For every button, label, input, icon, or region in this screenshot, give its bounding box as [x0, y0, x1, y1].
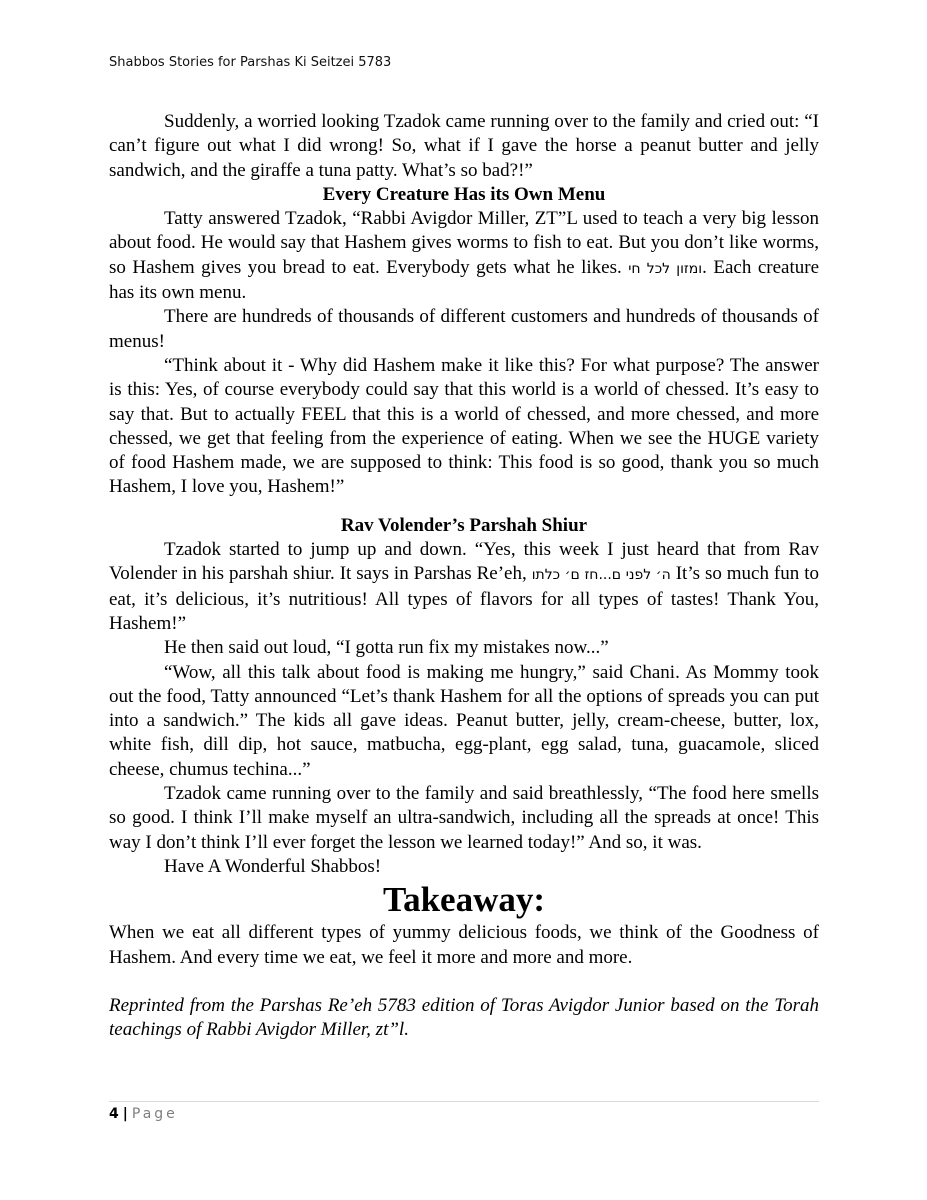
paragraph-text: Tatty answered Tzadok, “Rabbi Avigdor Miller, ZT”L used to teach a very big lesson about food. He would say that Hashem gives worms to fish to eat. But you don’t like worms, so Hashem gives you bread to eat. Everybody gets what he likes.: [109, 208, 819, 278]
takeaway-text: When we eat all different types of yummy delicious foods, we think of the Goodness of Hashem. And every time we eat, we feel it more and more and more.: [109, 922, 819, 968]
spacer: [109, 500, 819, 514]
paragraph-think-about-it: “Think about it - Why did Hashem make it like this? For what purpose? The answer is this: Yes, of course everybody could say that this world is a world of chessed. It’s easy to say that. But to actually FEEL that this is a world of chessed, and more chessed, and more chessed, we get that feeling from the experience of eating. When we see the HUGE variety of food Hashem made, we are supposed to think: This food is so good, thank you so much Hashem, I love you, Hashem!”: [109, 354, 819, 498]
paragraph-ultra-sandwich: Tzadok came running over to the family and said breathlessly, “The food here smells so good. I think I’ll make myself an ultra-sandwich, including all the spreads at once! This way I don’t think I’ll ever forget the lesson we learned today!” And so, it was.: [109, 783, 819, 853]
page-number: 4: [109, 1106, 119, 1122]
document-body: [109, 110, 819, 1042]
reprint-note: Reprinted from the Parshas Re’eh 5783 edition of Toras Avigdor Junior based on the Torah teachings of Rabbi Avigdor Miller, zt”l.: [109, 994, 819, 1041]
section-heading-menu: Every Creature Has its Own Menu: [322, 183, 606, 205]
page-footer: [109, 1106, 178, 1122]
section-heading-shiur: Rav Volender’s Parshah Shiur: [340, 514, 588, 536]
hebrew-quote: ה׳ לפני ם...חז ם׳ כלתו: [531, 567, 671, 584]
spacer: [109, 970, 819, 994]
paragraph-tzadok-jump: [109, 538, 819, 636]
paragraph-suddenly: Suddenly, a worried looking Tzadok came running over to the family and cried out: “I can’t figure out what I did wrong! So, what if I gave the horse a peanut butter and jelly sandwich, and the giraffe a tuna patty. What’s so bad?!”: [109, 111, 819, 181]
hebrew-quote: ומזון לכל חי: [628, 260, 703, 277]
paragraph-text: Tzadok started to jump up and down. “Yes, this week I just heard that from Rav Volender in his parshah shiur. It says in Parshas Re’eh,: [109, 539, 819, 585]
paragraph-closing: Have A Wonderful Shabbos!: [164, 855, 382, 877]
footer-separator: |: [122, 1106, 128, 1122]
paragraph-wow-hungry: “Wow, all this talk about food is making me hungry,” said Chani. As Mommy took out the food, Tatty announced “Let’s thank Hashem for all the options of spreads you can put into a sandwich.” The kids all gave ideas. Peanut butter, jelly, cream-cheese, butter, lox, white fish, dill dip, hot sauce, matbucha, egg-plant, egg salad, tuna, guacamole, sliced cheese, chumus techina...”: [109, 661, 819, 780]
paragraph-text: It’s so much fun to eat, it’s delicious, it’s nutritious! All types of flavors for all types of tastes! Thank You, Hashem!”: [109, 563, 819, 634]
paragraph-tatty-answered: [109, 207, 819, 305]
page-label: Page: [131, 1106, 178, 1122]
paragraph-hundreds: There are hundreds of thousands of different customers and hundreds of thousands of menus!: [109, 306, 819, 352]
takeaway-heading: Takeaway:: [382, 880, 546, 920]
paragraph-mistakes: He then said out loud, “I gotta run fix my mistakes now...”: [164, 637, 609, 659]
footer-divider: [109, 1101, 819, 1102]
page-header: Shabbos Stories for Parshas Ki Seitzei 5783: [109, 55, 392, 70]
paragraph-text: . Each creature has its own menu.: [109, 256, 820, 304]
